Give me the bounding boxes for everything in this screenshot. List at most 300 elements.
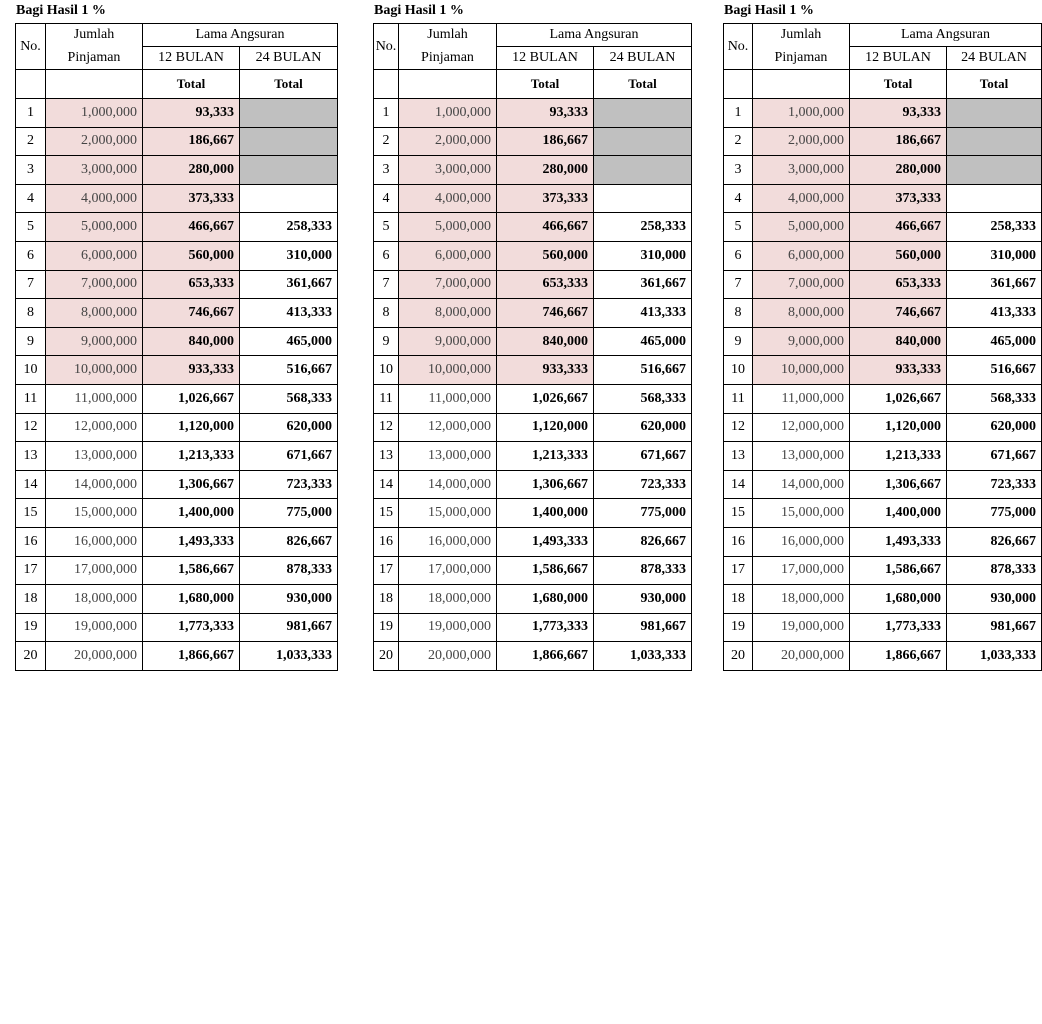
row-number: 9 (724, 327, 753, 356)
table-row (374, 585, 692, 614)
row-number: 20 (16, 642, 46, 671)
jumlah-pinjaman-cell: 6,000,000 (46, 241, 143, 270)
total-24-bulan-cell: 981,667 (947, 613, 1042, 642)
jumlah-pinjaman-cell: 4,000,000 (753, 184, 850, 213)
total-24-bulan-cell: 361,667 (947, 270, 1042, 299)
row-number: 19 (724, 613, 753, 642)
row-number: 5 (16, 213, 46, 242)
jumlah-pinjaman-cell: 19,000,000 (753, 613, 850, 642)
jumlah-pinjaman-cell: 19,000,000 (399, 613, 497, 642)
header-12-bulan: 12 BULAN (850, 47, 947, 70)
total-24-bulan-cell: 826,667 (594, 527, 692, 556)
jumlah-pinjaman-cell: 15,000,000 (46, 499, 143, 528)
jumlah-pinjaman-cell: 18,000,000 (753, 585, 850, 614)
total-24-bulan-cell: 620,000 (594, 413, 692, 442)
table-row (16, 270, 338, 299)
total-24-bulan-cell (594, 156, 692, 185)
header-lama-angsuran: Lama Angsuran (497, 24, 692, 47)
row-number: 16 (374, 527, 399, 556)
total-24-bulan-cell (947, 184, 1042, 213)
loan-table (15, 23, 338, 671)
total-12-bulan-cell: 1,026,667 (143, 384, 240, 413)
total-24-bulan-cell: 413,333 (594, 299, 692, 328)
table-row (16, 156, 338, 185)
row-number: 7 (16, 270, 46, 299)
total-12-bulan-cell: 840,000 (143, 327, 240, 356)
total-24-bulan-cell: 258,333 (947, 213, 1042, 242)
table-row (16, 585, 338, 614)
total-12-bulan-cell: 560,000 (143, 241, 240, 270)
jumlah-pinjaman-cell: 7,000,000 (753, 270, 850, 299)
total-24-bulan-cell: 930,000 (947, 585, 1042, 614)
row-number: 13 (724, 442, 753, 471)
table-row (724, 642, 1042, 671)
total-12-bulan-cell: 653,333 (143, 270, 240, 299)
jumlah-pinjaman-cell: 3,000,000 (46, 156, 143, 185)
row-number: 4 (724, 184, 753, 213)
row-number: 9 (374, 327, 399, 356)
row-number: 3 (16, 156, 46, 185)
table-row (724, 499, 1042, 528)
header-no: No. (724, 24, 753, 70)
table-row (374, 99, 692, 128)
table-row (374, 213, 692, 242)
total-24-bulan-cell (594, 99, 692, 128)
header-12-bulan: 12 BULAN (497, 47, 594, 70)
header-blank (374, 70, 399, 99)
total-24-bulan-cell: 516,667 (594, 356, 692, 385)
total-24-bulan-cell: 620,000 (240, 413, 338, 442)
row-number: 12 (724, 413, 753, 442)
total-12-bulan-cell: 1,680,000 (497, 585, 594, 614)
total-12-bulan-cell: 1,680,000 (850, 585, 947, 614)
table-row (374, 384, 692, 413)
row-number: 20 (724, 642, 753, 671)
total-24-bulan-cell: 258,333 (594, 213, 692, 242)
jumlah-pinjaman-cell: 18,000,000 (46, 585, 143, 614)
total-12-bulan-cell: 1,866,667 (850, 642, 947, 671)
table-row (724, 442, 1042, 471)
jumlah-pinjaman-cell: 4,000,000 (46, 184, 143, 213)
total-12-bulan-cell: 560,000 (850, 241, 947, 270)
jumlah-pinjaman-cell: 10,000,000 (399, 356, 497, 385)
header-24-bulan: 24 BULAN (594, 47, 692, 70)
row-number: 13 (16, 442, 46, 471)
row-number: 2 (16, 127, 46, 156)
jumlah-pinjaman-cell: 11,000,000 (46, 384, 143, 413)
row-number: 11 (724, 384, 753, 413)
row-number: 11 (374, 384, 399, 413)
header-lama-angsuran: Lama Angsuran (143, 24, 338, 47)
total-12-bulan-cell: 1,120,000 (850, 413, 947, 442)
row-number: 19 (374, 613, 399, 642)
row-number: 10 (724, 356, 753, 385)
table-title: Bagi Hasil 1 % (16, 3, 106, 18)
jumlah-pinjaman-cell: 18,000,000 (399, 585, 497, 614)
total-12-bulan-cell: 840,000 (850, 327, 947, 356)
table-row (16, 642, 338, 671)
table-row (724, 184, 1042, 213)
row-number: 16 (16, 527, 46, 556)
total-24-bulan-cell: 568,333 (947, 384, 1042, 413)
row-number: 11 (16, 384, 46, 413)
total-24-bulan-cell: 620,000 (947, 413, 1042, 442)
total-12-bulan-cell: 1,120,000 (143, 413, 240, 442)
total-12-bulan-cell: 93,333 (497, 99, 594, 128)
table-row (724, 470, 1042, 499)
total-12-bulan-cell: 560,000 (497, 241, 594, 270)
total-24-bulan-cell: 361,667 (594, 270, 692, 299)
jumlah-pinjaman-cell: 9,000,000 (753, 327, 850, 356)
total-12-bulan-cell: 373,333 (143, 184, 240, 213)
total-24-bulan-cell: 878,333 (947, 556, 1042, 585)
table-row (16, 556, 338, 585)
row-number: 15 (16, 499, 46, 528)
jumlah-pinjaman-cell: 16,000,000 (46, 527, 143, 556)
total-24-bulan-cell: 516,667 (240, 356, 338, 385)
table-row (374, 642, 692, 671)
row-number: 3 (724, 156, 753, 185)
total-12-bulan-cell: 1,400,000 (850, 499, 947, 528)
table-row (16, 299, 338, 328)
header-blank (46, 70, 143, 99)
header-24-bulan: 24 BULAN (240, 47, 338, 70)
total-12-bulan-cell: 1,773,333 (143, 613, 240, 642)
total-24-bulan-cell (240, 127, 338, 156)
total-12-bulan-cell: 1,680,000 (143, 585, 240, 614)
total-12-bulan-cell: 1,213,333 (143, 442, 240, 471)
total-12-bulan-cell: 280,000 (497, 156, 594, 185)
jumlah-pinjaman-cell: 3,000,000 (399, 156, 497, 185)
table-row (724, 299, 1042, 328)
row-number: 10 (374, 356, 399, 385)
table-row (374, 327, 692, 356)
total-12-bulan-cell: 746,667 (143, 299, 240, 328)
jumlah-pinjaman-cell: 17,000,000 (753, 556, 850, 585)
header-total-12: Total (497, 70, 594, 99)
table-row (724, 99, 1042, 128)
jumlah-pinjaman-cell: 16,000,000 (399, 527, 497, 556)
total-24-bulan-cell: 981,667 (594, 613, 692, 642)
header-blank (16, 70, 46, 99)
total-24-bulan-cell: 723,333 (947, 470, 1042, 499)
jumlah-pinjaman-cell: 14,000,000 (753, 470, 850, 499)
header-blank (399, 70, 497, 99)
total-24-bulan-cell: 465,000 (947, 327, 1042, 356)
jumlah-pinjaman-cell: 7,000,000 (399, 270, 497, 299)
table-body (724, 99, 1042, 671)
total-12-bulan-cell: 466,667 (143, 213, 240, 242)
jumlah-pinjaman-cell: 13,000,000 (753, 442, 850, 471)
header-total-24: Total (594, 70, 692, 99)
row-number: 9 (16, 327, 46, 356)
total-12-bulan-cell: 746,667 (850, 299, 947, 328)
total-12-bulan-cell: 1,493,333 (143, 527, 240, 556)
row-number: 3 (374, 156, 399, 185)
header-jumlah-line1: Jumlah (399, 24, 497, 47)
jumlah-pinjaman-cell: 8,000,000 (399, 299, 497, 328)
total-24-bulan-cell (240, 184, 338, 213)
total-12-bulan-cell: 1,866,667 (497, 642, 594, 671)
total-24-bulan-cell: 930,000 (594, 585, 692, 614)
total-12-bulan-cell: 186,667 (497, 127, 594, 156)
total-12-bulan-cell: 280,000 (143, 156, 240, 185)
jumlah-pinjaman-cell: 16,000,000 (753, 527, 850, 556)
row-number: 1 (374, 99, 399, 128)
jumlah-pinjaman-cell: 3,000,000 (753, 156, 850, 185)
jumlah-pinjaman-cell: 11,000,000 (399, 384, 497, 413)
jumlah-pinjaman-cell: 17,000,000 (46, 556, 143, 585)
table-row (724, 270, 1042, 299)
total-12-bulan-cell: 1,493,333 (850, 527, 947, 556)
table-row (724, 413, 1042, 442)
table-row (374, 127, 692, 156)
total-12-bulan-cell: 746,667 (497, 299, 594, 328)
table-row (724, 213, 1042, 242)
header-jumlah-line2: Pinjaman (399, 47, 497, 70)
total-24-bulan-cell (594, 127, 692, 156)
row-number: 14 (16, 470, 46, 499)
loan-table (723, 23, 1042, 671)
total-24-bulan-cell: 775,000 (594, 499, 692, 528)
total-24-bulan-cell: 878,333 (594, 556, 692, 585)
table-row (16, 184, 338, 213)
row-number: 1 (724, 99, 753, 128)
table-title: Bagi Hasil 1 % (724, 3, 814, 18)
total-24-bulan-cell: 568,333 (594, 384, 692, 413)
header-total-24: Total (947, 70, 1042, 99)
total-24-bulan-cell: 310,000 (240, 241, 338, 270)
table-row (16, 499, 338, 528)
jumlah-pinjaman-cell: 19,000,000 (46, 613, 143, 642)
total-12-bulan-cell: 1,026,667 (497, 384, 594, 413)
total-12-bulan-cell: 933,333 (143, 356, 240, 385)
row-number: 15 (374, 499, 399, 528)
total-24-bulan-cell: 775,000 (240, 499, 338, 528)
header-jumlah-line2: Pinjaman (46, 47, 143, 70)
header-total-12: Total (143, 70, 240, 99)
row-number: 5 (374, 213, 399, 242)
row-number: 18 (374, 585, 399, 614)
jumlah-pinjaman-cell: 12,000,000 (399, 413, 497, 442)
total-12-bulan-cell: 1,773,333 (497, 613, 594, 642)
table-row (724, 384, 1042, 413)
total-12-bulan-cell: 1,586,667 (850, 556, 947, 585)
row-number: 17 (374, 556, 399, 585)
total-24-bulan-cell: 671,667 (594, 442, 692, 471)
total-24-bulan-cell: 1,033,333 (594, 642, 692, 671)
table-row (374, 299, 692, 328)
table-row (724, 327, 1042, 356)
jumlah-pinjaman-cell: 1,000,000 (46, 99, 143, 128)
header-total-24: Total (240, 70, 338, 99)
row-number: 8 (724, 299, 753, 328)
header-lama-angsuran: Lama Angsuran (850, 24, 1042, 47)
jumlah-pinjaman-cell: 14,000,000 (46, 470, 143, 499)
jumlah-pinjaman-cell: 2,000,000 (46, 127, 143, 156)
table-row (374, 156, 692, 185)
total-12-bulan-cell: 93,333 (143, 99, 240, 128)
jumlah-pinjaman-cell: 13,000,000 (399, 442, 497, 471)
table-row (374, 527, 692, 556)
row-number: 7 (724, 270, 753, 299)
total-24-bulan-cell: 516,667 (947, 356, 1042, 385)
total-12-bulan-cell: 840,000 (497, 327, 594, 356)
total-24-bulan-cell (594, 184, 692, 213)
jumlah-pinjaman-cell: 20,000,000 (399, 642, 497, 671)
table-row (374, 442, 692, 471)
row-number: 20 (374, 642, 399, 671)
table-row (16, 384, 338, 413)
jumlah-pinjaman-cell: 15,000,000 (753, 499, 850, 528)
row-number: 4 (16, 184, 46, 213)
jumlah-pinjaman-cell: 4,000,000 (399, 184, 497, 213)
total-24-bulan-cell: 826,667 (947, 527, 1042, 556)
table-row (16, 527, 338, 556)
header-24-bulan: 24 BULAN (947, 47, 1042, 70)
table-title: Bagi Hasil 1 % (374, 3, 464, 18)
row-number: 12 (16, 413, 46, 442)
table-row (16, 327, 338, 356)
header-12-bulan: 12 BULAN (143, 47, 240, 70)
row-number: 17 (724, 556, 753, 585)
jumlah-pinjaman-cell: 10,000,000 (753, 356, 850, 385)
total-12-bulan-cell: 93,333 (850, 99, 947, 128)
jumlah-pinjaman-cell: 12,000,000 (46, 413, 143, 442)
table-body (374, 99, 692, 671)
table-row (374, 499, 692, 528)
total-12-bulan-cell: 280,000 (850, 156, 947, 185)
jumlah-pinjaman-cell: 6,000,000 (753, 241, 850, 270)
jumlah-pinjaman-cell: 12,000,000 (753, 413, 850, 442)
total-24-bulan-cell: 671,667 (240, 442, 338, 471)
total-24-bulan-cell (947, 99, 1042, 128)
row-number: 18 (16, 585, 46, 614)
jumlah-pinjaman-cell: 11,000,000 (753, 384, 850, 413)
table-row (16, 241, 338, 270)
header-blank (724, 70, 753, 99)
jumlah-pinjaman-cell: 9,000,000 (399, 327, 497, 356)
table-row (724, 613, 1042, 642)
table-row (16, 356, 338, 385)
jumlah-pinjaman-cell: 8,000,000 (46, 299, 143, 328)
table-row (724, 356, 1042, 385)
jumlah-pinjaman-cell: 5,000,000 (399, 213, 497, 242)
total-24-bulan-cell: 723,333 (240, 470, 338, 499)
row-number: 6 (374, 241, 399, 270)
total-24-bulan-cell: 1,033,333 (947, 642, 1042, 671)
row-number: 18 (724, 585, 753, 614)
total-12-bulan-cell: 373,333 (497, 184, 594, 213)
jumlah-pinjaman-cell: 10,000,000 (46, 356, 143, 385)
total-12-bulan-cell: 1,306,667 (850, 470, 947, 499)
table-row (374, 556, 692, 585)
total-12-bulan-cell: 1,026,667 (850, 384, 947, 413)
total-12-bulan-cell: 186,667 (143, 127, 240, 156)
jumlah-pinjaman-cell: 7,000,000 (46, 270, 143, 299)
row-number: 15 (724, 499, 753, 528)
total-24-bulan-cell: 981,667 (240, 613, 338, 642)
row-number: 14 (374, 470, 399, 499)
row-number: 12 (374, 413, 399, 442)
total-12-bulan-cell: 466,667 (850, 213, 947, 242)
row-number: 13 (374, 442, 399, 471)
row-number: 8 (374, 299, 399, 328)
table-row (724, 527, 1042, 556)
total-12-bulan-cell: 1,400,000 (143, 499, 240, 528)
row-number: 10 (16, 356, 46, 385)
total-24-bulan-cell: 465,000 (240, 327, 338, 356)
total-12-bulan-cell: 1,213,333 (850, 442, 947, 471)
row-number: 16 (724, 527, 753, 556)
table-row (374, 470, 692, 499)
jumlah-pinjaman-cell: 2,000,000 (753, 127, 850, 156)
total-24-bulan-cell: 413,333 (947, 299, 1042, 328)
total-24-bulan-cell (240, 99, 338, 128)
table-row (16, 127, 338, 156)
header-no: No. (16, 24, 46, 70)
table-row (374, 270, 692, 299)
table-row (16, 442, 338, 471)
table-row (16, 99, 338, 128)
total-12-bulan-cell: 186,667 (850, 127, 947, 156)
total-12-bulan-cell: 1,866,667 (143, 642, 240, 671)
jumlah-pinjaman-cell: 6,000,000 (399, 241, 497, 270)
table-row (16, 613, 338, 642)
table-row (374, 241, 692, 270)
total-12-bulan-cell: 1,493,333 (497, 527, 594, 556)
table-body (16, 99, 338, 671)
table-row (724, 156, 1042, 185)
total-24-bulan-cell: 723,333 (594, 470, 692, 499)
jumlah-pinjaman-cell: 14,000,000 (399, 470, 497, 499)
row-number: 2 (374, 127, 399, 156)
table-row (374, 613, 692, 642)
total-12-bulan-cell: 1,213,333 (497, 442, 594, 471)
header-no: No. (374, 24, 399, 70)
table-row (16, 413, 338, 442)
table-row (374, 184, 692, 213)
total-12-bulan-cell: 933,333 (497, 356, 594, 385)
table-row (16, 470, 338, 499)
row-number: 6 (16, 241, 46, 270)
jumlah-pinjaman-cell: 1,000,000 (753, 99, 850, 128)
row-number: 2 (724, 127, 753, 156)
jumlah-pinjaman-cell: 1,000,000 (399, 99, 497, 128)
total-12-bulan-cell: 1,400,000 (497, 499, 594, 528)
table-row (374, 356, 692, 385)
total-24-bulan-cell: 310,000 (594, 241, 692, 270)
row-number: 4 (374, 184, 399, 213)
total-12-bulan-cell: 653,333 (850, 270, 947, 299)
row-number: 8 (16, 299, 46, 328)
total-12-bulan-cell: 1,773,333 (850, 613, 947, 642)
jumlah-pinjaman-cell: 9,000,000 (46, 327, 143, 356)
table-row (724, 241, 1042, 270)
total-12-bulan-cell: 653,333 (497, 270, 594, 299)
total-24-bulan-cell (947, 156, 1042, 185)
total-12-bulan-cell: 1,586,667 (497, 556, 594, 585)
jumlah-pinjaman-cell: 20,000,000 (753, 642, 850, 671)
total-24-bulan-cell: 465,000 (594, 327, 692, 356)
table-row (16, 213, 338, 242)
total-24-bulan-cell: 310,000 (947, 241, 1042, 270)
total-24-bulan-cell: 930,000 (240, 585, 338, 614)
total-12-bulan-cell: 1,586,667 (143, 556, 240, 585)
header-jumlah-line1: Jumlah (753, 24, 850, 47)
total-12-bulan-cell: 1,120,000 (497, 413, 594, 442)
total-24-bulan-cell: 1,033,333 (240, 642, 338, 671)
